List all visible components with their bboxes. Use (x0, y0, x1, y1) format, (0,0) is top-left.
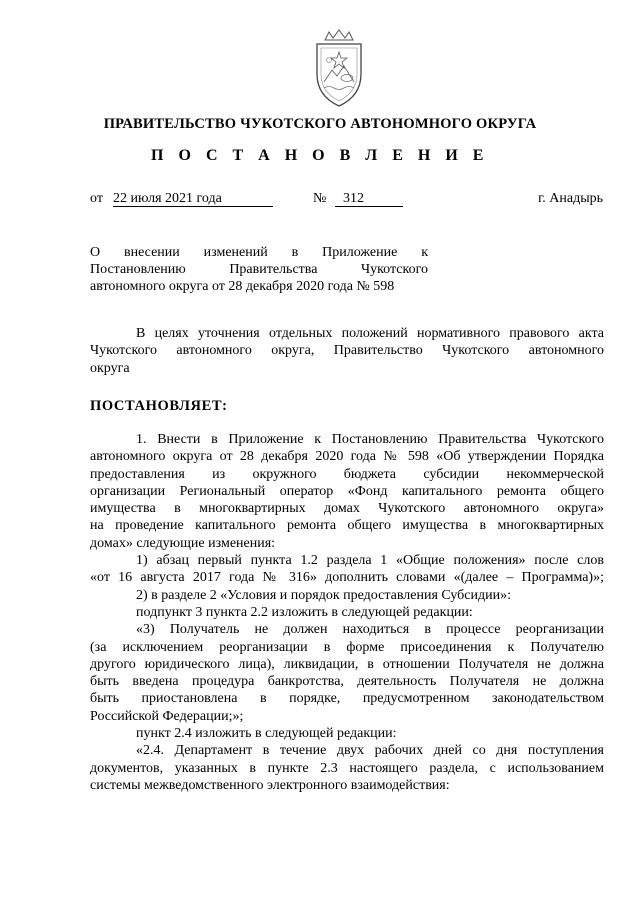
body-line: 1) абзац первый пункта 1.2 раздела 1 «Общие положения» после слов (136, 553, 604, 569)
body-line: имущества в многоквартирных домах Чукотского автономного округа» (90, 501, 604, 517)
government-title: ПРАВИТЕЛЬСТВО ЧУКОТСКОГО АВТОНОМНОГО ОКРУГА (103, 116, 537, 132)
body-line: документов, указанных в пункте 2.3 настоящего раздела, с использованием (90, 760, 604, 776)
body-line: «2.4. Департамент в течение двух рабочих дней со дня поступления (136, 743, 604, 759)
subject-line: О внесении изменений в Приложение к (90, 245, 428, 260)
number-field (335, 191, 403, 207)
body-line: 2) в разделе 2 «Условия и порядок предоставления Субсидии»: (136, 587, 512, 603)
subject-line: автономного округа от 28 декабря 2020 года № 598 (90, 279, 395, 294)
subject-line: Постановлению Правительства Чукотского (90, 262, 428, 277)
decree-body (90, 431, 604, 794)
body-line: Российской Федерации;»; (90, 708, 244, 724)
body-line: организации Региональный оператор «Фонд капитального ремонта общего (90, 483, 604, 499)
body-line: системы межведомственного электронного взаимодействия: (90, 777, 450, 793)
body-line: домах» следующие изменения: (90, 535, 276, 551)
document-number: 312 (335, 191, 403, 207)
body-line: пункт 2.4 изложить в следующей редакции: (136, 726, 397, 742)
number-sign: № (313, 191, 327, 206)
coat-of-arms-icon (299, 26, 379, 110)
preamble-line: Чукотского автономного округа, Правительство Чукотского автономного (90, 343, 604, 359)
body-line: другого юридического лица), ликвидации, в отношении Получателя не должна (90, 656, 604, 672)
document-subject (90, 244, 428, 295)
body-line: (за исключением реорганизации в форме присоединения к Получателю (90, 639, 604, 655)
body-line: быть введена процедура банкротства, деятельность Получателя не должна (90, 674, 604, 690)
preamble-line: округа (90, 360, 130, 376)
place: г. Анадырь (538, 191, 603, 206)
body-line: предоставления из окружного бюджета субсидии некоммерческой (90, 466, 604, 482)
document-date: 22 июля 2021 года (113, 191, 273, 207)
body-line: быть приостановлена в порядке, предусмотренном законодательством (90, 691, 604, 707)
body-line: автономного округа от 28 декабря 2020 года № 598 «Об утверждении Порядка (90, 449, 604, 465)
body-line: «3) Получатель не должен находиться в процессе реорганизации (136, 622, 604, 638)
date-field (113, 191, 273, 207)
preamble-line: В целях уточнения отдельных положений нормативного правового акта (136, 326, 604, 341)
preamble (90, 325, 604, 377)
document-type-title: П О С Т А Н О В Л Е Н И Е (151, 147, 489, 164)
body-line: 1. Внести в Приложение к Постановлению Правительства Чукотского (136, 432, 604, 447)
decrees-label: ПОСТАНОВЛЯЕТ: (90, 398, 228, 414)
date-prefix: от (90, 191, 103, 206)
body-line: на проведение капитального ремонта общего имущества в многоквартирных (90, 518, 604, 534)
body-line: подпункт 3 пункта 2.2 изложить в следующей редакции: (136, 604, 473, 620)
body-line: «от 16 августа 2017 года № 316» дополнить словами «(далее – Программа)»; (90, 570, 604, 586)
